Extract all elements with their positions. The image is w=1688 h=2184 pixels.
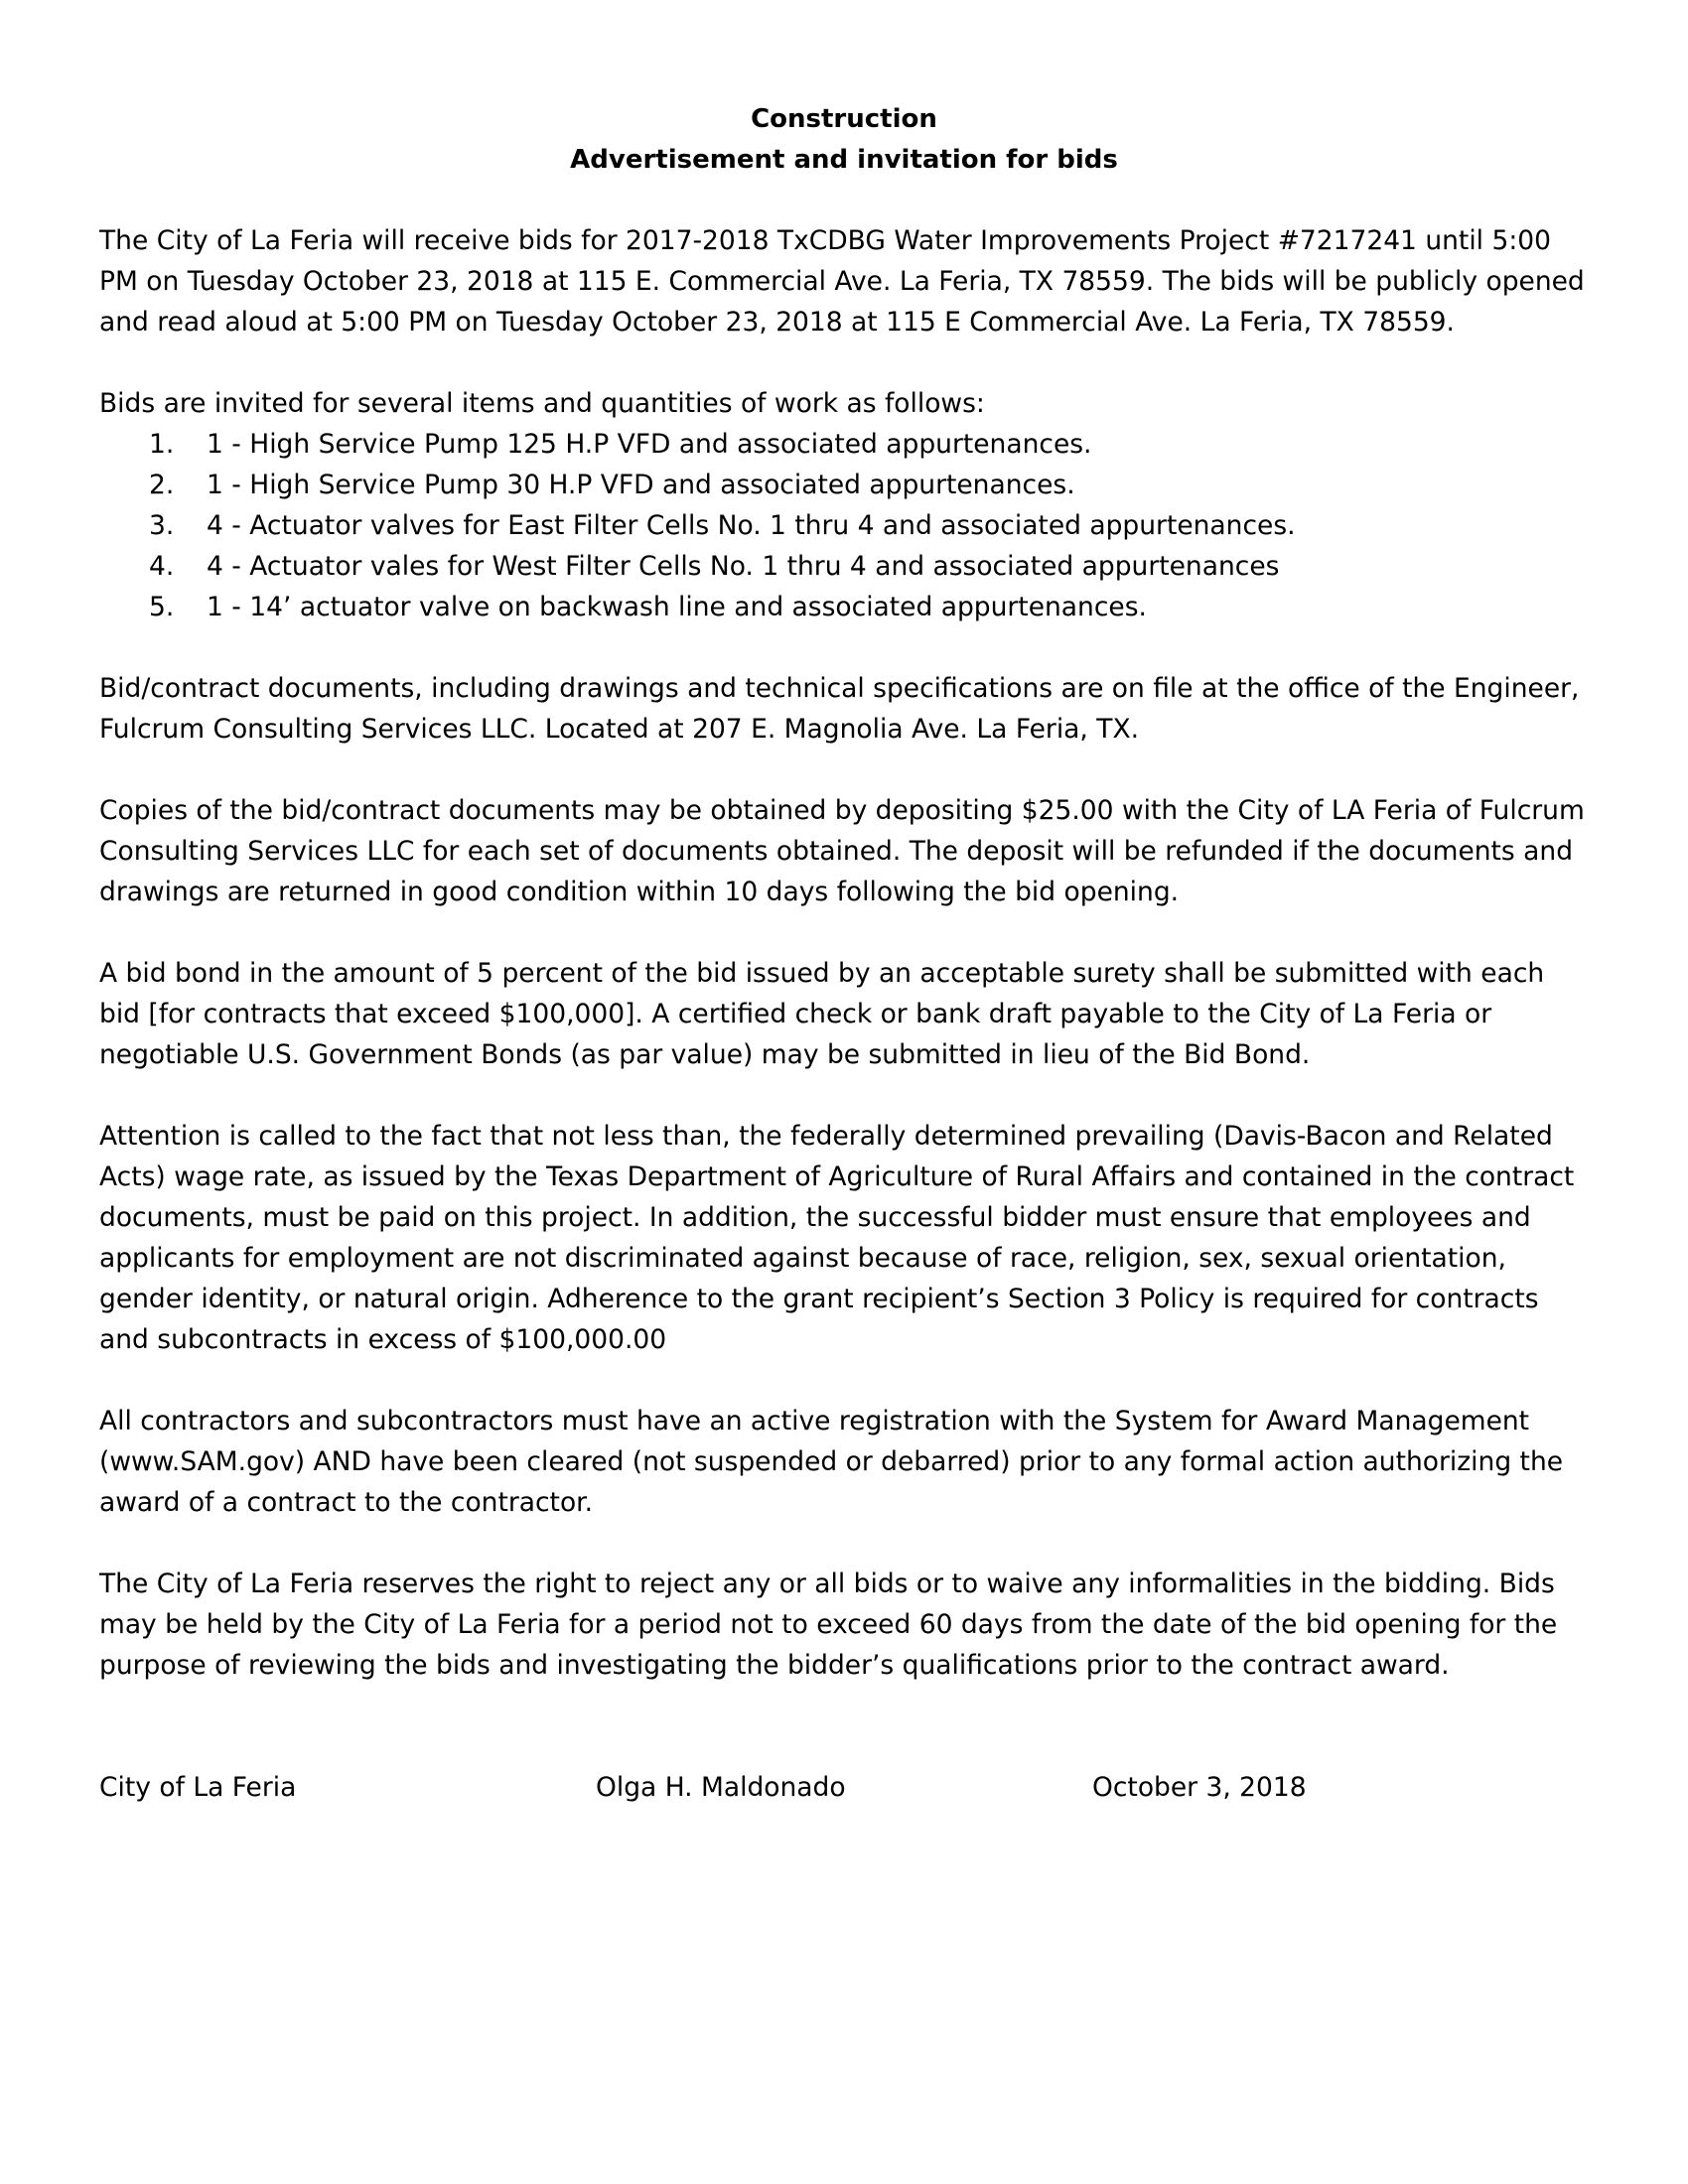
list-item-text: 4 - Actuator valves for East Filter Cells No. 1 thru 4 and associated appurtenances. [207,510,1296,541]
list-item-number: 2. [149,470,175,500]
list-item [99,505,1589,546]
list-item [99,424,1589,465]
list-item [99,465,1589,505]
list-item-number: 5. [149,592,175,622]
paragraph-sam-registration: All contractors and subcontractors must have an active registration with the System for Award Management (www.SAM.gov) AND have been cleared (not suspended or debarred) prior to any formal action authorizing the award of a contract to the contractor. [99,1406,1564,1518]
paragraph-bid-bond: A bid bond in the amount of 5 percent of the bid issued by an acceptable surety shall be submitted with each bid [for contracts that exceed $100,000]. A certified check or bank draft payable to the City of La Feria or negotiable U.S. Government Bonds (as par value) may be submitted in lieu of the Bid Bond. [99,958,1545,1070]
signature-block [99,1767,1589,1808]
list-item-number: 3. [149,510,175,541]
paragraph-contract-documents: Bid/contract documents, including drawings and technical specifications are on file at the office of the Engineer, Fulcrum Consulting Services LLC. Located at 207 E. Magnolia Ave. La Feria, TX. [99,673,1580,745]
list-item [99,587,1589,627]
paragraph-bid-receipt: The City of La Feria will receive bids for 2017-2018 TxCDBG Water Improvements Project #7217241 until 5:00 PM on Tuesday October 23, 2018 at 115 E. Commercial Ave. La Feria, TX 78559. The bids will be publicly opened and read aloud at 5:00 PM on Tuesday October 23, 2018 at 115 E Commercial Ave. La Feria, TX 78559. [99,225,1585,338]
paragraph-items-intro: Bids are invited for several items and quantities of work as follows: [99,388,985,419]
list-item-number: 4. [149,551,175,582]
paragraph-wage-rate: Attention is called to the fact that not less than, the federally determined prevailing (Davis-Bacon and Related Acts) wage rate, as issued by the Texas Department of Agriculture of Rural Affairs and contained in the contract documents, must be paid on this project. In addition, the successful bidder must ensure that employees and applicants for employment are not discriminated against because of race, religion, sex, sexual orientation, gender identity, or natural origin. Adherence to the grant recipient’s Section 3 Policy is required for contracts and subcontracts in excess of $100,000.00 [99,1121,1575,1355]
signature-name: Olga H. Maldonado [596,1772,846,1803]
list-item-text: 1 - 14’ actuator valve on backwash line and associated appurtenances. [207,592,1147,622]
list-item-number: 1. [149,429,175,460]
paragraph-document-copies: Copies of the bid/contract documents may be obtained by depositing $25.00 with the City of LA Feria of Fulcrum Consulting Services LLC for each set of documents obtained. The deposit will be refunded if the documents and drawings are returned in good condition within 10 days following the bid opening. [99,795,1585,907]
signature-organization: City of La Feria [99,1772,297,1803]
work-items-list [99,424,1589,627]
paragraph-reservation-of-rights: The City of La Feria reserves the right to reject any or all bids or to waive any informalities in the bidding. Bids may be held by the City of La Feria for a period not to exceed 60 days from the date of the bid opening for the purpose of reviewing the bids and investigating the bidder’s qualifications prior to the contract award. [99,1569,1558,1681]
document-page [99,99,1589,1808]
list-item-text: 4 - Actuator vales for West Filter Cells No. 1 thru 4 and associated appurtenances [207,551,1280,582]
document-title-line-2: Advertisement and invitation for bids [570,145,1118,175]
list-item-text: 1 - High Service Pump 125 H.P VFD and associated appurtenances. [207,429,1092,460]
list-item [99,546,1589,587]
signature-date: October 3, 2018 [1092,1772,1307,1803]
document-title-line-1: Construction [751,104,937,134]
list-item-text: 1 - High Service Pump 30 H.P VFD and associated appurtenances. [207,470,1075,500]
